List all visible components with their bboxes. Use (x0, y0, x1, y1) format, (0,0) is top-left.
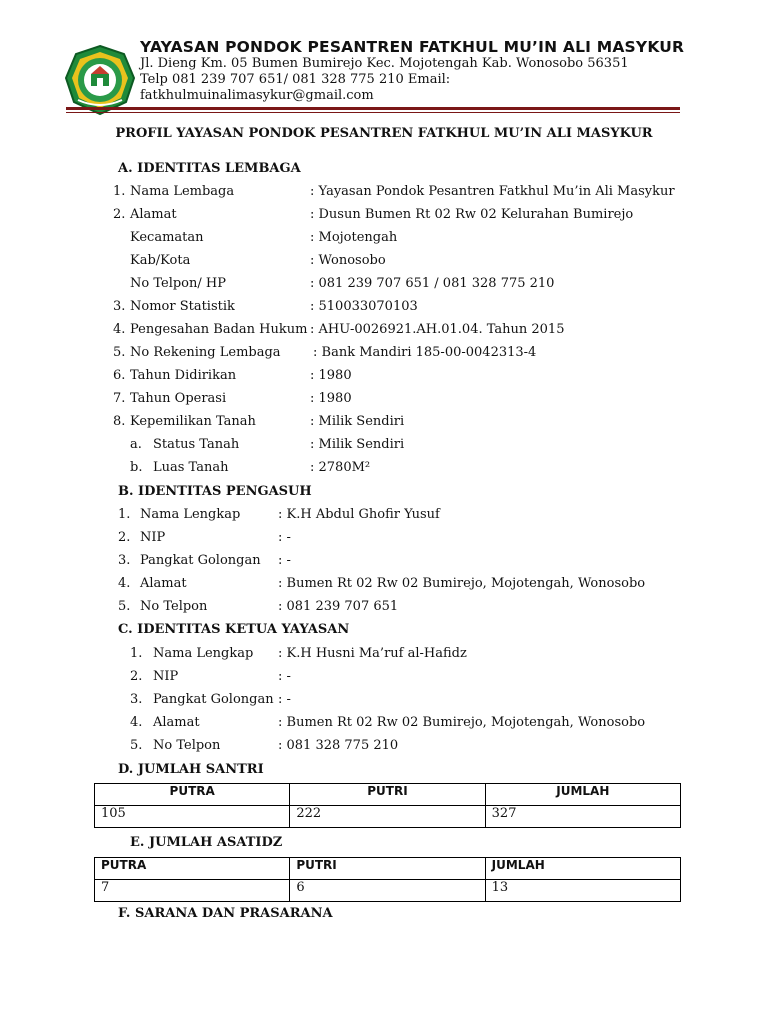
section-e-heading: E. JUMLAH ASATIDZ (130, 835, 283, 850)
table-header-cell: PUTRA (95, 858, 290, 880)
table-cell: 327 (485, 806, 680, 828)
org-name: YAYASAN PONDOK PESANTREN FATKHUL MU’IN ALI MASYKUR (140, 38, 685, 56)
row-label: Alamat (140, 576, 187, 591)
letterhead-rule-thick (66, 107, 680, 110)
table-header-cell: PUTRA (95, 784, 290, 806)
section-b-heading: B. IDENTITAS PENGASUH (118, 484, 312, 499)
row-number: 2. (130, 669, 143, 684)
table-header-row (95, 784, 681, 806)
row-label: Kepemilikan Tanah (130, 414, 256, 429)
row-value: : - (278, 669, 291, 684)
row-value: : 081 239 707 651 / 081 328 775 210 (310, 276, 555, 291)
org-phone: Telp 081 239 707 651/ 081 328 775 210 Email: (140, 72, 451, 87)
row-value: : K.H Abdul Ghofir Yusuf (278, 507, 440, 522)
row-number: 3. (118, 553, 131, 568)
row-value: : 510033070103 (310, 299, 418, 314)
table-header-cell: PUTRI (290, 858, 485, 880)
row-label: Tahun Didirikan (130, 368, 237, 383)
row-label: Tahun Operasi (130, 391, 227, 406)
table-header-cell: JUMLAH (485, 784, 680, 806)
table-header-cell: PUTRI (290, 784, 485, 806)
row-label: NIP (140, 530, 166, 545)
row-value: : Wonosobo (310, 253, 386, 268)
row-value: : Bumen Rt 02 Rw 02 Bumirejo, Mojotengah, Wonosobo (278, 576, 646, 591)
santri-table (94, 783, 681, 828)
row-label: Kecamatan (130, 230, 204, 245)
table-row (95, 880, 681, 902)
row-number: 3. (113, 299, 126, 314)
row-number: b. (130, 460, 143, 475)
row-label: Status Tanah (153, 437, 240, 452)
row-value: : Mojotengah (310, 230, 398, 245)
row-label: No Telpon (140, 599, 208, 614)
row-label: Nama Lengkap (153, 646, 254, 661)
row-number: 4. (113, 322, 126, 337)
foundation-logo (64, 44, 136, 116)
row-value: : 081 239 707 651 (278, 599, 399, 614)
asatidz-table (94, 857, 681, 902)
row-value: : 081 328 775 210 (278, 738, 399, 753)
row-label: No Telpon/ HP (130, 276, 226, 291)
row-value: : Bank Mandiri 185-00-0042313-4 (313, 345, 537, 360)
row-number: 2. (118, 530, 131, 545)
row-value: : Yayasan Pondok Pesantren Fatkhul Mu’in Ali Masykur (310, 184, 675, 199)
row-label: Pangkat Golongan (140, 553, 261, 568)
table-header-row (95, 858, 681, 880)
document-title: PROFIL YAYASAN PONDOK PESANTREN FATKHUL MU’IN ALI MASYKUR (115, 126, 653, 141)
row-label: No Telpon (153, 738, 221, 753)
row-label: Nomor Statistik (130, 299, 235, 314)
row-value: : - (278, 530, 291, 545)
section-d-heading: D. JUMLAH SANTRI (118, 762, 264, 777)
row-number: 1. (118, 507, 131, 522)
row-label: Kab/Kota (130, 253, 191, 268)
row-value: : - (278, 553, 291, 568)
row-value: : AHU-0026921.AH.01.04. Tahun 2015 (310, 322, 565, 337)
row-number: 6. (113, 368, 126, 383)
row-number: 5. (118, 599, 131, 614)
row-number: 8. (113, 414, 126, 429)
table-cell: 105 (95, 806, 290, 828)
row-number: 2. (113, 207, 126, 222)
table-cell: 13 (485, 880, 680, 902)
section-c-heading: C. IDENTITAS KETUA YAYASAN (118, 622, 350, 637)
row-label: Luas Tanah (153, 460, 229, 475)
row-number: 3. (130, 692, 143, 707)
row-label: Pengesahan Badan Hukum (130, 322, 308, 337)
letterhead-rule-thin (66, 112, 680, 113)
section-a-heading: A. IDENTITAS LEMBAGA (118, 161, 301, 176)
table-cell: 7 (95, 880, 290, 902)
row-value: : Milik Sendiri (310, 437, 405, 452)
row-value: : 1980 (310, 368, 352, 383)
row-number: 7. (113, 391, 126, 406)
row-number: a. (130, 437, 142, 452)
row-value: : Bumen Rt 02 Rw 02 Bumirejo, Mojotengah, Wonosobo (278, 715, 646, 730)
row-number: 1. (130, 646, 143, 661)
row-value: : K.H Husni Ma’ruf al-Hafidz (278, 646, 467, 661)
row-value: : 2780M² (310, 460, 371, 475)
row-value: : 1980 (310, 391, 352, 406)
row-label: Pangkat Golongan (153, 692, 274, 707)
row-value: : Milik Sendiri (310, 414, 405, 429)
row-number: 4. (130, 715, 143, 730)
row-value: : Dusun Bumen Rt 02 Rw 02 Kelurahan Bumirejo (310, 207, 634, 222)
row-value: : - (278, 692, 291, 707)
row-label: Alamat (153, 715, 200, 730)
section-f-heading: F. SARANA DAN PRASARANA (118, 906, 333, 921)
row-label: Alamat (130, 207, 177, 222)
table-header-cell: JUMLAH (485, 858, 680, 880)
row-number: 4. (118, 576, 131, 591)
row-label: Nama Lengkap (140, 507, 241, 522)
row-label: No Rekening Lembaga (130, 345, 281, 360)
org-address: Jl. Dieng Km. 05 Bumen Bumirejo Kec. Mojotengah Kab. Wonosobo 56351 (140, 56, 629, 71)
row-number: 5. (130, 738, 143, 753)
table-cell: 6 (290, 880, 485, 902)
org-email[interactable]: fatkhulmuinalimasykur@gmail.com (140, 88, 374, 103)
row-label: NIP (153, 669, 179, 684)
row-number: 5. (113, 345, 126, 360)
row-number: 1. (113, 184, 126, 199)
table-row (95, 806, 681, 828)
row-label: Nama Lembaga (130, 184, 235, 199)
table-cell: 222 (290, 806, 485, 828)
